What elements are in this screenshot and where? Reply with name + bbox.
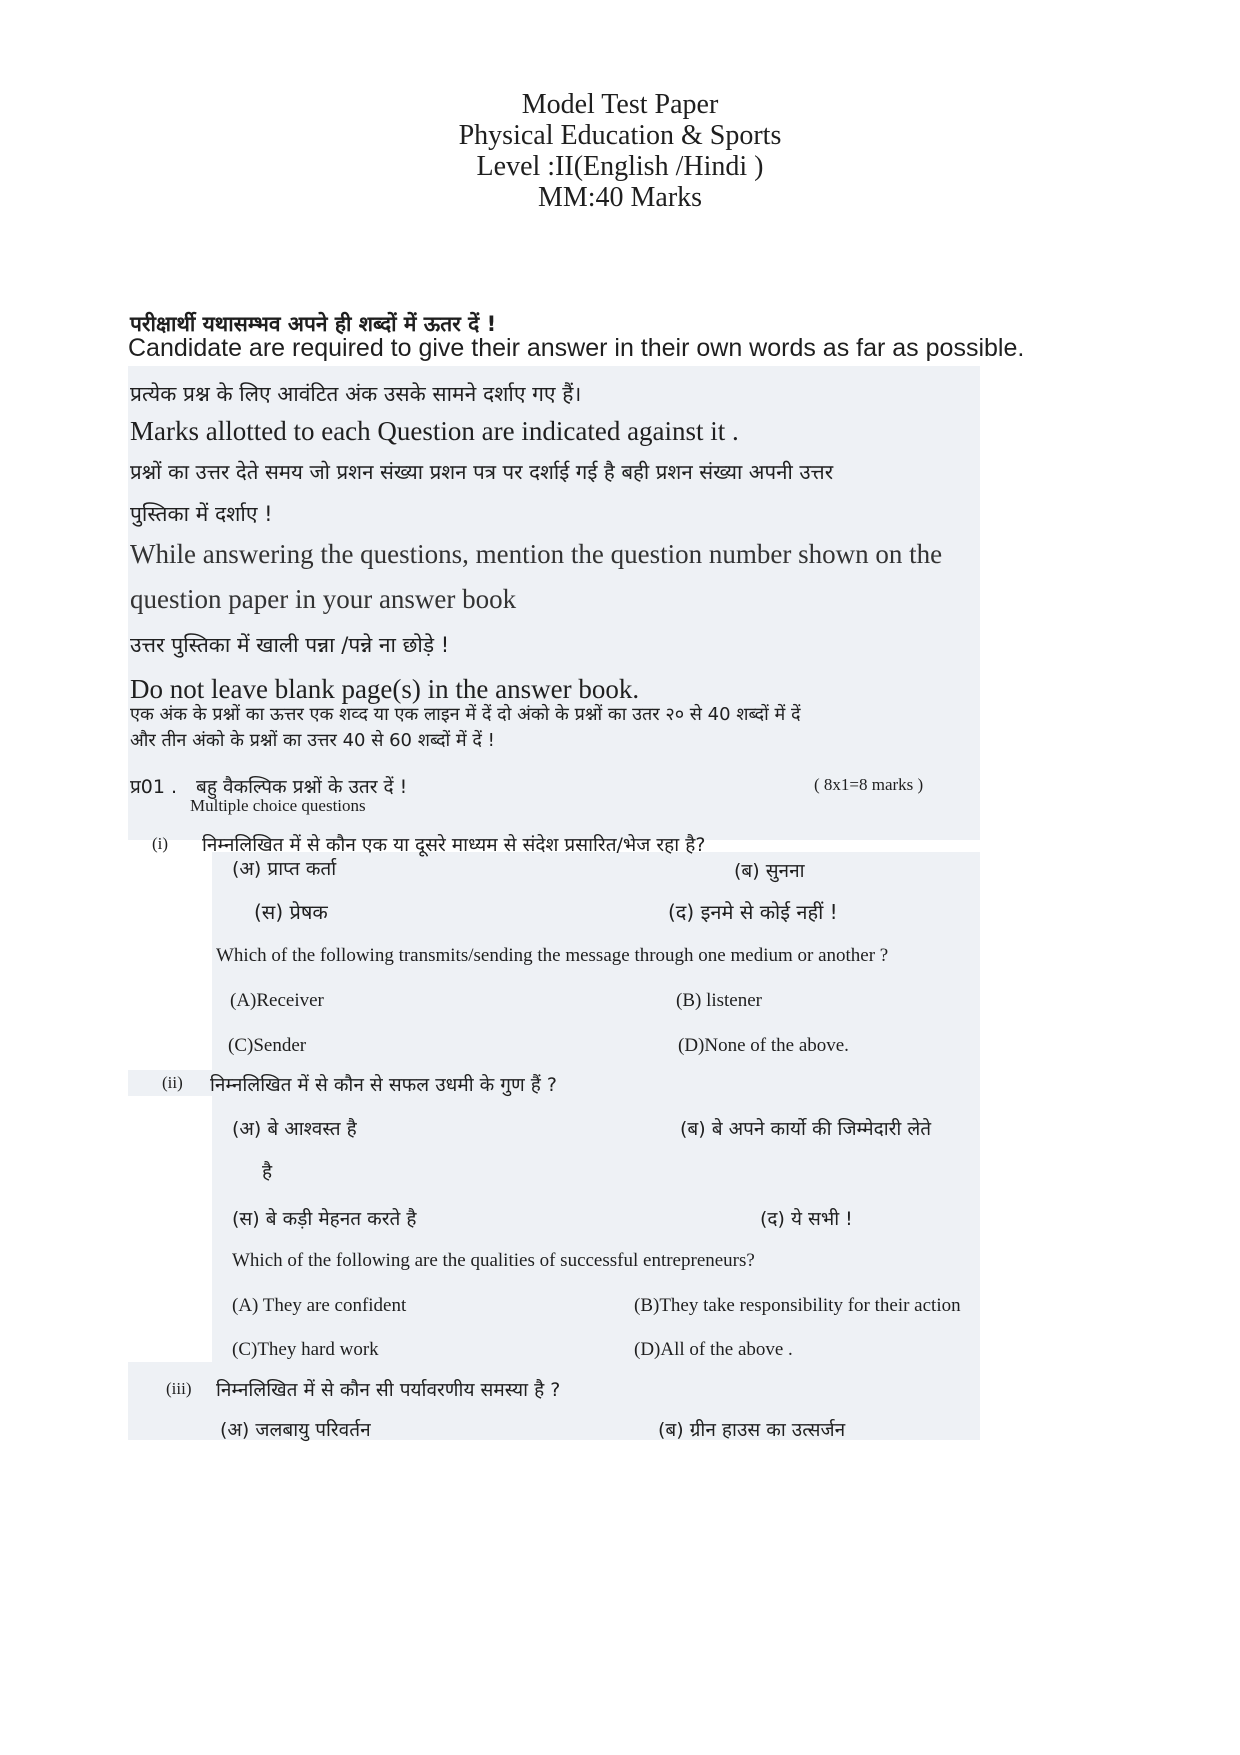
- option-c-hindi: (स) प्रेषक: [254, 900, 328, 924]
- question-text-english: Which of the following are the qualities of successful entrepreneurs?: [232, 1250, 755, 1271]
- option-d-hindi: (द) ये सभी !: [760, 1208, 853, 1230]
- option-c-english: (C)They hard work: [232, 1339, 379, 1360]
- section-number: प्र01 .: [130, 776, 178, 798]
- option-c-english: (C)Sender: [228, 1035, 307, 1056]
- option-d-hindi: (द) इनमे से कोई नहीं !: [668, 900, 838, 924]
- option-a-hindi: (अ) बे आश्वस्त है: [232, 1118, 357, 1140]
- instruction-qnum-english-line1: While answering the questions, mention the question number shown on the: [130, 539, 943, 569]
- question-number: (iii): [166, 1379, 192, 1398]
- section-title-english: Multiple choice questions: [190, 796, 366, 815]
- instruction-own-words-english: Candidate are required to give their answer in their own words as far as possible.: [128, 334, 1025, 362]
- instruction-qnum-hindi-line1: प्रश्नों का उत्तर देते समय जो प्रशन संख्या प्रशन पत्र पर दर्शाई गई है बही प्रशन संख्या अपनी उत्तर: [130, 460, 834, 484]
- option-a-hindi: (अ) प्राप्त कर्ता: [232, 858, 337, 880]
- question-text-hindi: निम्नलिखित में से कौन सी पर्यावरणीय समस्या है ?: [216, 1379, 561, 1401]
- instruction-blank-english: Do not leave blank page(s) in the answer book.: [130, 674, 640, 704]
- option-a-english: (A) They are confident: [232, 1295, 407, 1316]
- option-a-english: (A)Receiver: [230, 990, 324, 1011]
- instruction-blank-hindi: उत्तर पुस्तिका में खाली पन्ना /पन्ने ना छोड़े !: [130, 633, 450, 657]
- option-b-hindi: (ब) ग्रीन हाउस का उत्सर्जन: [658, 1419, 846, 1441]
- option-b-hindi-continued: है: [262, 1161, 273, 1183]
- section-title-hindi: बहु वैकल्पिक प्रश्नों के उतर दें !: [196, 776, 408, 798]
- option-b-english: (B) listener: [676, 990, 763, 1011]
- option-b-hindi: (ब) सुनना: [734, 860, 805, 882]
- question-text-hindi: निम्नलिखित में से कौन से सफल उधमी के गुण हैं ?: [210, 1074, 557, 1096]
- question-text-english: Which of the following transmits/sending the message through one medium or another ?: [216, 945, 889, 966]
- instruction-qnum-hindi-line2: पुस्तिका में दर्शाए !: [130, 502, 273, 526]
- paper-title: Model Test Paper: [521, 89, 719, 120]
- option-b-hindi: (ब) बे अपने कार्यो की जिम्मेदारी लेते: [680, 1118, 932, 1140]
- option-a-hindi: (अ) जलबायु परिवर्तन: [220, 1419, 371, 1441]
- option-c-hindi: (स) बे कड़ी मेहनत करते है: [232, 1208, 417, 1230]
- question-number: (i): [152, 834, 169, 853]
- option-d-english: (D)None of the above.: [678, 1035, 849, 1056]
- paper-subject: Physical Education & Sports: [458, 120, 782, 151]
- option-d-english: (D)All of the above .: [634, 1339, 793, 1360]
- section-marks: ( 8x1=8 marks ): [814, 775, 924, 794]
- instruction-own-words-hindi: परीक्षार्थी यथासम्भव अपने ही शब्दों में ऊतर दें !: [130, 312, 497, 336]
- instruction-marks-hindi: प्रत्येक प्रश्न के लिए आवंटित अंक उसके सामने दर्शाए गए हैं।: [130, 382, 582, 406]
- option-b-english: (B)They take responsibility for their action: [634, 1295, 961, 1316]
- instruction-qnum-english-line2: question paper in your answer book: [130, 584, 517, 614]
- instruction-length-hindi-line2: और तीन अंको के प्रश्नों का उत्तर 40 से 60 शब्दों में दें !: [130, 730, 495, 751]
- question-text-hindi: निम्नलिखित में से कौन एक या दूसरे माध्यम से संदेश प्रसारित/भेज रहा है?: [202, 834, 706, 856]
- question-number: (ii): [162, 1073, 183, 1092]
- max-marks: MM:40 Marks: [537, 182, 703, 213]
- instruction-length-hindi-line1: एक अंक के प्रश्नों का ऊत्तर एक शव्द या एक लाइन में दें दो अंको के प्रश्नों का उतर २० से 40 शब्दों में दें: [130, 704, 801, 725]
- paper-level: Level :II(English /Hindi ): [476, 151, 764, 182]
- instruction-marks-english: Marks allotted to each Question are indicated against it .: [130, 416, 739, 446]
